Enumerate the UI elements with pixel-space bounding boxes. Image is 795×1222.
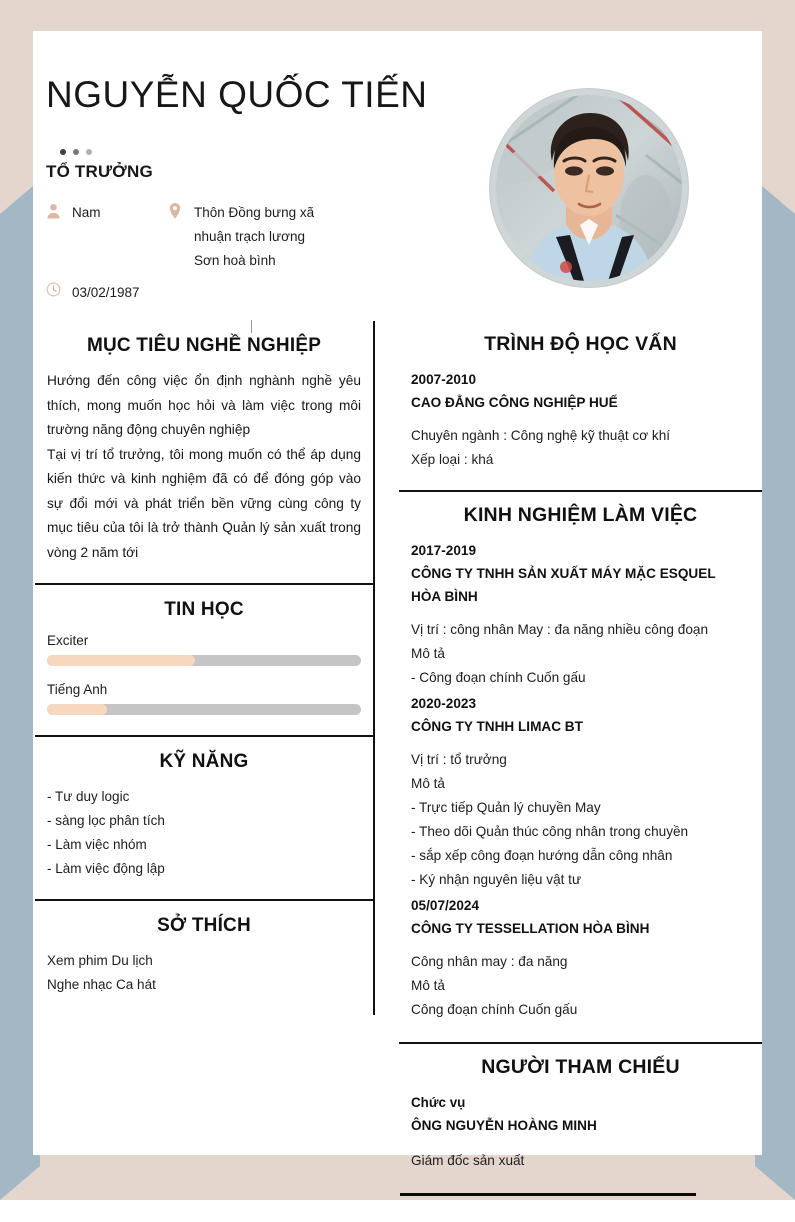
education-details	[411, 424, 756, 472]
map-pin-icon	[168, 202, 183, 220]
experience-detail-line: Mô tả	[411, 646, 445, 661]
next-page-divider-rule	[400, 1193, 696, 1196]
cv-page-sheet	[33, 31, 762, 1168]
avatar-image	[496, 95, 682, 281]
candidate-name: NGUYỄN QUỐC TIẾN	[46, 74, 428, 115]
section-experience	[399, 490, 762, 1042]
skill-bar-fill	[47, 704, 107, 715]
cv-header	[33, 31, 762, 313]
hobbies-body	[35, 939, 373, 1015]
candidate-role: TỔ TRƯỞNG	[46, 162, 153, 181]
experience-detail-line: - sắp xếp công đoạn hướng dẫn công nhân	[411, 848, 673, 863]
experience-detail-line: Công đoạn chính Cuốn gấu	[411, 1002, 578, 1017]
dot-2-icon	[73, 149, 79, 155]
dot-1-icon	[60, 149, 66, 155]
experience-entry	[411, 539, 756, 690]
contact-gender	[46, 201, 101, 225]
reference-name: ÔNG NGUYỄN HOÀNG MINH	[411, 1118, 597, 1133]
experience-detail-line: Công nhân may : đa năng	[411, 954, 568, 969]
education-date: 2007-2010	[411, 372, 477, 387]
list-item: - sàng lọc phân tích	[47, 813, 165, 828]
experience-detail-line: Vị trí : tổ trưởng	[411, 752, 507, 767]
hobbies-title: SỞ THÍCH	[157, 915, 251, 936]
experience-company: CÔNG TY TNHH SẢN XUẤT MÁY MẶC ESQUEL	[411, 566, 716, 581]
decorative-dots	[60, 149, 92, 155]
experience-detail-line: - Ký nhận nguyên liệu vật tư	[411, 872, 582, 887]
education-title: TRÌNH ĐỘ HỌC VẤN	[484, 333, 677, 355]
clock-icon	[46, 282, 61, 300]
experience-title: KINH NGHIỆM LÀM VIỆC	[463, 504, 698, 526]
experience-date: 05/07/2024	[411, 898, 480, 913]
section-hobbies	[35, 899, 373, 1015]
avatar	[489, 88, 689, 288]
list-item: - Làm việc động lập	[47, 861, 165, 876]
career-objective-body	[35, 359, 373, 583]
address-line-3: Sơn hoà bình	[194, 253, 276, 268]
skill-bar-track	[47, 704, 361, 715]
list-item: - Làm việc nhóm	[47, 837, 147, 852]
experience-company: CÔNG TY TESSELLATION HÒA BÌNH	[411, 921, 650, 936]
section-career-objective	[35, 321, 373, 583]
experience-date: 2020-2023	[411, 696, 477, 711]
skill-bar-fill	[47, 655, 195, 666]
section-it-skills	[35, 583, 373, 735]
reference-position: Giám đốc sản xuất	[411, 1153, 525, 1168]
list-item: Xem phim Du lịch	[47, 953, 153, 968]
experience-detail-line: Mô tả	[411, 978, 445, 993]
objective-paragraph-1: Hướng đến công việc ổn định nghành nghề yêu thích, mong muốn học hỏi và làm việc trong môi trường năng động chuyên nghiệp	[47, 373, 361, 437]
address-value	[194, 201, 314, 273]
right-column	[399, 321, 762, 1191]
contact-dob	[46, 281, 140, 305]
section-reference	[399, 1042, 762, 1191]
education-grade: Xếp loại : khá	[411, 452, 494, 467]
experience-detail-line: - Theo dõi Quản thúc công nhân trong chuyền	[411, 824, 689, 839]
experience-detail-line: - Trực tiếp Quản lý chuyền May	[411, 800, 601, 815]
section-soft-skills	[35, 735, 373, 899]
education-major: Chuyên ngành : Công nghệ kỹ thuật cơ khí	[411, 428, 671, 443]
reference-role-label: Chức vụ	[411, 1095, 466, 1110]
skill-bar-track	[47, 655, 361, 666]
it-skills-body	[35, 623, 373, 735]
person-icon	[46, 202, 61, 220]
experience-company: CÔNG TY TNHH LIMAC BT	[411, 719, 583, 734]
address-line-1: Thôn Đồng bưng xã	[194, 205, 315, 220]
experience-company-cont: HÒA BÌNH	[411, 589, 478, 604]
experience-date: 2017-2019	[411, 543, 477, 558]
skill-label: Tiếng Anh	[47, 682, 108, 697]
gender-value: Nam	[72, 205, 101, 220]
education-body	[399, 358, 762, 490]
experience-detail-line: Vị trí : công nhân May : đa năng nhiều công đoạn	[411, 622, 709, 637]
objective-paragraph-2: Tại vị trí tổ trưởng, tôi mong muốn có thể áp dụng kiến thức và kinh nghiệm đã có để đóng góp vào sự đổi mới và phát triển bền vững cùng công ty mục tiêu của tôi là trở thành Quản lý sản xuất trong vòng 2 năm tới	[47, 446, 361, 560]
skill-label: Exciter	[47, 633, 89, 648]
dob-value: 03/02/1987	[72, 285, 140, 300]
address-line-2: nhuận trạch lương	[194, 229, 305, 244]
list-item: Nghe nhạc Ca hát	[47, 977, 156, 992]
skill-row	[47, 682, 361, 715]
contact-address	[168, 201, 314, 273]
experience-detail-line: - Công đoạn chính Cuốn gấu	[411, 670, 586, 685]
list-item: - Tư duy logic	[47, 789, 130, 804]
it-skills-title: TIN HỌC	[164, 599, 244, 620]
dot-3-icon	[86, 149, 92, 155]
experience-entry	[411, 692, 756, 892]
skill-row	[47, 633, 361, 666]
experience-body	[399, 529, 762, 1042]
reference-title: NGƯỜI THAM CHIẾU	[481, 1056, 680, 1078]
soft-skills-title: KỸ NĂNG	[159, 751, 249, 772]
reference-body	[399, 1081, 762, 1191]
experience-details	[411, 748, 756, 892]
experience-detail-line: Mô tả	[411, 776, 445, 791]
left-column	[35, 321, 375, 1015]
background-bottom-white	[0, 1200, 795, 1222]
experience-details	[411, 618, 756, 690]
experience-details	[411, 950, 756, 1022]
career-objective-title: MỤC TIÊU NGHỀ NGHIỆP	[86, 335, 322, 356]
experience-entry	[411, 894, 756, 1022]
education-school: CAO ĐẲNG CÔNG NGHIỆP HUẾ	[411, 395, 618, 410]
soft-skills-body	[35, 775, 373, 899]
section-education	[399, 321, 762, 490]
